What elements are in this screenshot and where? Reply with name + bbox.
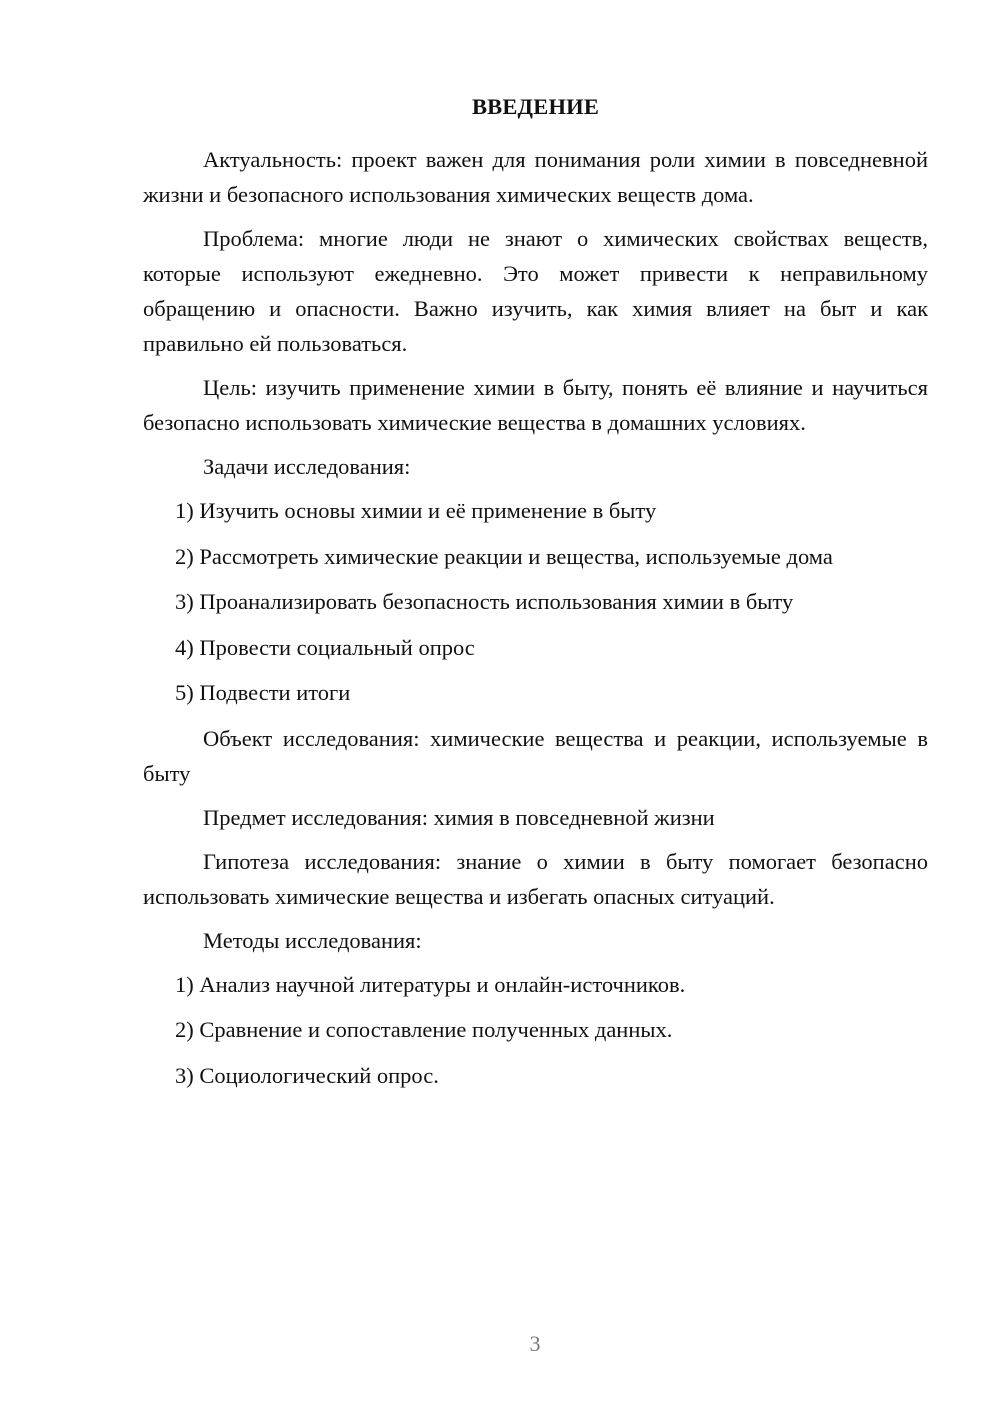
list-item: 1) Изучить основы химии и её применение в быту <box>175 498 657 523</box>
goal-paragraph: Цель: изучить применение химии в быту, понять её влияние и научиться безопасно использовать химические вещества в домашних условиях. <box>143 375 928 435</box>
methods-list <box>143 967 928 1093</box>
section-title: ВВЕДЕНИЕ <box>471 94 600 119</box>
list-item: 1) Анализ научной литературы и онлайн-источников. <box>175 971 686 997</box>
object-paragraph: Объект исследования: химические вещества и реакции, используемые в быту <box>143 725 928 786</box>
tasks-list <box>143 493 928 710</box>
list-item: 2) Сравнение и сопоставление полученных данных. <box>175 1017 673 1042</box>
list-item: 3) Социологический опрос. <box>175 1062 439 1088</box>
page-number: 3 <box>529 1331 541 1356</box>
hypothesis-paragraph: Гипотеза исследования: знание о химии в быту помогает безопасно использовать химические вещества и избегать опасных ситуаций. <box>143 848 928 909</box>
document-page <box>143 94 928 1103</box>
methods-heading: Методы исследования: <box>203 927 422 953</box>
problem-paragraph: Проблема: многие люди не знают о химических свойствах веществ, которые используют ежедневно. Это может привести к неправильному обращению и опасности. Важно изучить, как химия влияет на быт и как правильно ей пользоваться. <box>143 226 928 356</box>
relevance-paragraph: Актуальность: проект важен для понимания роли химии в повседневной жизни и безопасного использования химических веществ дома. <box>143 147 928 207</box>
list-item: 2) Рассмотреть химические реакции и вещества, используемые дома <box>175 543 833 569</box>
subject-paragraph: Предмет исследования: химия в повседневной жизни <box>203 804 715 830</box>
list-item: 5) Подвести итоги <box>175 680 351 705</box>
list-item: 3) Проанализировать безопасность использования химии в быту <box>175 589 794 614</box>
list-item: 4) Провести социальный опрос <box>175 634 475 660</box>
tasks-heading: Задачи исследования: <box>203 454 411 479</box>
